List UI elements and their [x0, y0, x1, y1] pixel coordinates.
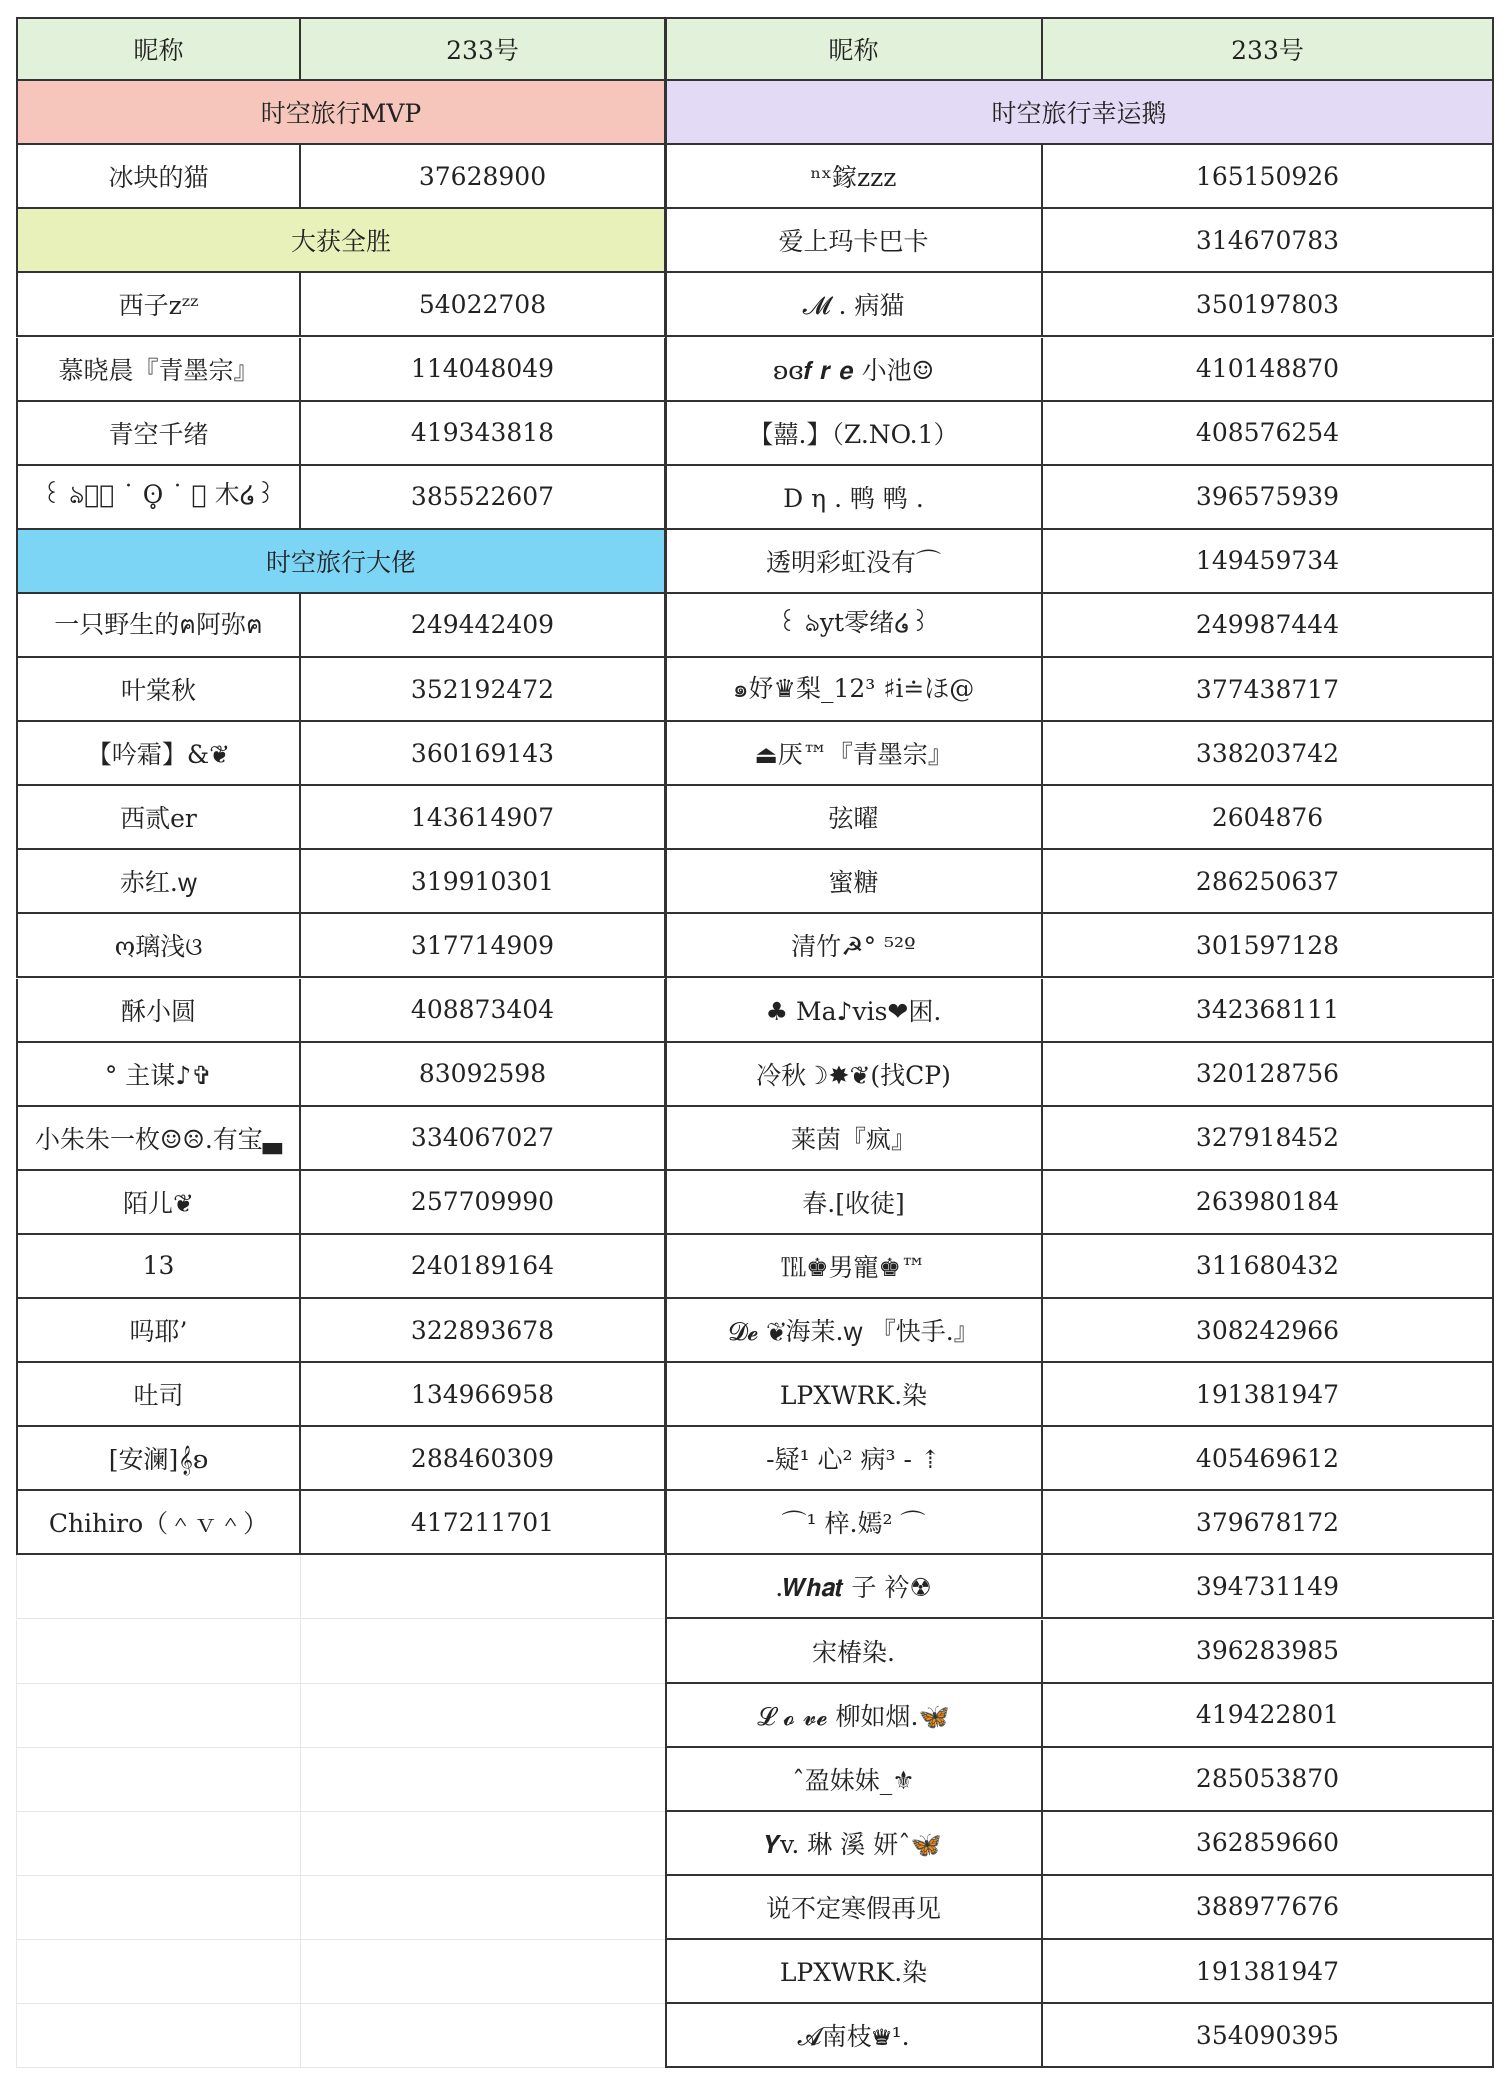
player-id: 354090395	[1043, 2004, 1494, 2068]
column-divider	[665, 17, 667, 2068]
empty-cell	[301, 1940, 665, 2004]
player-nickname: ꒰ ঌyt零绪໒꒱	[666, 594, 1043, 658]
player-id: 360169143	[301, 722, 666, 786]
player-nickname: 说不定寒假再见	[666, 1876, 1043, 1940]
empty-cell	[16, 1620, 301, 1684]
player-nickname: 一只野生的ฅ阿弥ฅ	[16, 594, 301, 658]
player-nickname: 春.[收徒]	[666, 1171, 1043, 1235]
empty-cell	[16, 1748, 301, 1812]
header-nickname-left: 昵称	[16, 17, 301, 81]
player-nickname: ° 主谋♪✞	[16, 1043, 301, 1107]
player-nickname: 清竹☭° ⁵²º	[666, 914, 1043, 978]
player-id: 114048049	[301, 338, 666, 402]
empty-cell	[16, 2004, 301, 2068]
player-id: 350197803	[1043, 273, 1494, 337]
player-nickname: -疑¹ 心² 病³ - ⇡	[666, 1427, 1043, 1491]
empty-cell	[301, 1555, 665, 1619]
section-title-left: 时空旅行MVP	[16, 81, 666, 145]
player-nickname: 莱茵『疯』	[666, 1107, 1043, 1171]
empty-cell	[301, 1876, 665, 1940]
player-id: 327918452	[1043, 1107, 1494, 1171]
player-id: 419422801	[1043, 1684, 1494, 1748]
player-id: 191381947	[1043, 1940, 1494, 2004]
player-nickname: ⏏厌™『青墨宗』	[666, 722, 1043, 786]
player-nickname: ⌒¹ 梓.嫣² ⌒	[666, 1491, 1043, 1555]
player-id: 257709990	[301, 1171, 666, 1235]
player-nickname: 𝓐南枝♛¹.	[666, 2004, 1043, 2068]
player-nickname: ˆ盈妹妹_⚜	[666, 1748, 1043, 1812]
section-title-left: 时空旅行大佬	[16, 530, 666, 594]
empty-cell	[16, 1555, 301, 1619]
empty-cell	[301, 1748, 665, 1812]
player-nickname: 13	[16, 1235, 301, 1299]
player-id: 240189164	[301, 1235, 666, 1299]
player-nickname: LPXWRK.染	[666, 1940, 1043, 2004]
player-id: 379678172	[1043, 1491, 1494, 1555]
player-nickname: LPXWRK.染	[666, 1363, 1043, 1427]
player-id: 394731149	[1043, 1555, 1494, 1619]
empty-cell	[301, 2004, 665, 2068]
empty-cell	[16, 1940, 301, 2004]
player-nickname: 𝒀v. 琳 溪 妍ˆ🦋	[666, 1812, 1043, 1876]
player-id: 288460309	[301, 1427, 666, 1491]
player-nickname: 冷秋☽✸❦(找CP)	[666, 1043, 1043, 1107]
player-nickname: 小朱朱一枚☺☹.有宝▃	[16, 1107, 301, 1171]
empty-cell	[16, 1812, 301, 1876]
header-id-right: 233号	[1043, 17, 1494, 81]
player-id: 263980184	[1043, 1171, 1494, 1235]
player-nickname: ⁿˣ鎵zzz	[666, 145, 1043, 209]
section-title-right: 时空旅行幸运鹅	[666, 81, 1494, 145]
player-nickname: 冰块的猫	[16, 145, 301, 209]
player-id: 385522607	[301, 466, 666, 530]
header-nickname-right: 昵称	[666, 17, 1043, 81]
player-id: 319910301	[301, 850, 666, 914]
player-id: 285053870	[1043, 1748, 1494, 1812]
player-id: 334067027	[301, 1107, 666, 1171]
player-id: 388977676	[1043, 1876, 1494, 1940]
player-nickname: 【吟霜】&❦	[16, 722, 301, 786]
player-nickname: ო璃浅ଓ	[16, 914, 301, 978]
player-nickname: 吐司	[16, 1363, 301, 1427]
empty-cell	[16, 1876, 301, 1940]
empty-cell	[301, 1812, 665, 1876]
player-id: 314670783	[1043, 209, 1494, 273]
player-nickname: ꒰ ঌ木⃘ ˙ ʘ̥ ˙ ⃘ 木໒꒱	[16, 466, 301, 530]
player-nickname: 酥小圆	[16, 979, 301, 1043]
player-nickname: ℡♚男寵♚™	[666, 1235, 1043, 1299]
empty-cell	[301, 1684, 665, 1748]
player-id: 311680432	[1043, 1235, 1494, 1299]
player-id: 352192472	[301, 658, 666, 722]
player-id: 377438717	[1043, 658, 1494, 722]
player-nickname: 青空千绪	[16, 402, 301, 466]
player-nickname: 𝓓𝓮 ❦海茉.ꝡ 『快手.』	[666, 1299, 1043, 1363]
player-id: 410148870	[1043, 338, 1494, 402]
player-id: 249442409	[301, 594, 666, 658]
player-id: 320128756	[1043, 1043, 1494, 1107]
player-nickname: 透明彩虹没有⌒	[666, 530, 1043, 594]
player-nickname: ♣ Ma♪vis❤困.	[666, 979, 1043, 1043]
player-id: 2604876	[1043, 786, 1494, 850]
player-id: 286250637	[1043, 850, 1494, 914]
player-id: 338203742	[1043, 722, 1494, 786]
player-nickname: 吗耶’	[16, 1299, 301, 1363]
player-id: 417211701	[301, 1491, 666, 1555]
player-nickname: 爱上玛卡巴卡	[666, 209, 1043, 273]
player-id: 165150926	[1043, 145, 1494, 209]
player-nickname: 𝓛 𝓸 𝓿𝓮 柳如烟.🦋	[666, 1684, 1043, 1748]
player-nickname: 叶棠秋	[16, 658, 301, 722]
player-id: 405469612	[1043, 1427, 1494, 1491]
player-id: 301597128	[1043, 914, 1494, 978]
section-title-left: 大获全胜	[16, 209, 666, 273]
player-nickname: 慕晓晨『青墨宗』	[16, 338, 301, 402]
player-id: 342368111	[1043, 979, 1494, 1043]
player-id: 408873404	[301, 979, 666, 1043]
player-id: 317714909	[301, 914, 666, 978]
player-nickname: 陌儿❦	[16, 1171, 301, 1235]
player-id: 37628900	[301, 145, 666, 209]
player-nickname: .𝑾𝒉𝒂𝒕 子 衿☢	[666, 1555, 1043, 1619]
player-nickname: D η . 鸭 鸭 .	[666, 466, 1043, 530]
player-id: 149459734	[1043, 530, 1494, 594]
player-id: 396283985	[1043, 1620, 1494, 1684]
player-id: 54022708	[301, 273, 666, 337]
player-nickname: 【囍.】（Z.NO.1）	[666, 402, 1043, 466]
player-id: 134966958	[301, 1363, 666, 1427]
empty-cell	[301, 1620, 665, 1684]
player-id: 362859660	[1043, 1812, 1494, 1876]
player-nickname: 西子zᶻᶻ	[16, 273, 301, 337]
player-id: 396575939	[1043, 466, 1494, 530]
player-nickname: 弦曜	[666, 786, 1043, 850]
header-id-left: 233号	[301, 17, 666, 81]
player-nickname: Chihiro（＾ｖ＾）	[16, 1491, 301, 1555]
player-nickname: 赤红.ꝡ	[16, 850, 301, 914]
player-id: 419343818	[301, 402, 666, 466]
player-nickname: 𝓜 . 病猫	[666, 273, 1043, 337]
empty-cell	[16, 1684, 301, 1748]
player-id: 308242966	[1043, 1299, 1494, 1363]
player-nickname: ʚɞ𝒇 𝒓 𝒆 小池☺	[666, 338, 1043, 402]
player-id: 322893678	[301, 1299, 666, 1363]
player-id: 191381947	[1043, 1363, 1494, 1427]
player-id: 249987444	[1043, 594, 1494, 658]
player-id: 408576254	[1043, 402, 1494, 466]
player-id: 143614907	[301, 786, 666, 850]
player-nickname: 蜜糖	[666, 850, 1043, 914]
player-nickname: 西贰er	[16, 786, 301, 850]
player-id: 83092598	[301, 1043, 666, 1107]
player-nickname: ๑妤♛梨_12³ ♯i≐ほ@	[666, 658, 1043, 722]
player-nickname: 宋椿染.	[666, 1620, 1043, 1684]
player-nickname: [安澜]𝄞ʚ	[16, 1427, 301, 1491]
